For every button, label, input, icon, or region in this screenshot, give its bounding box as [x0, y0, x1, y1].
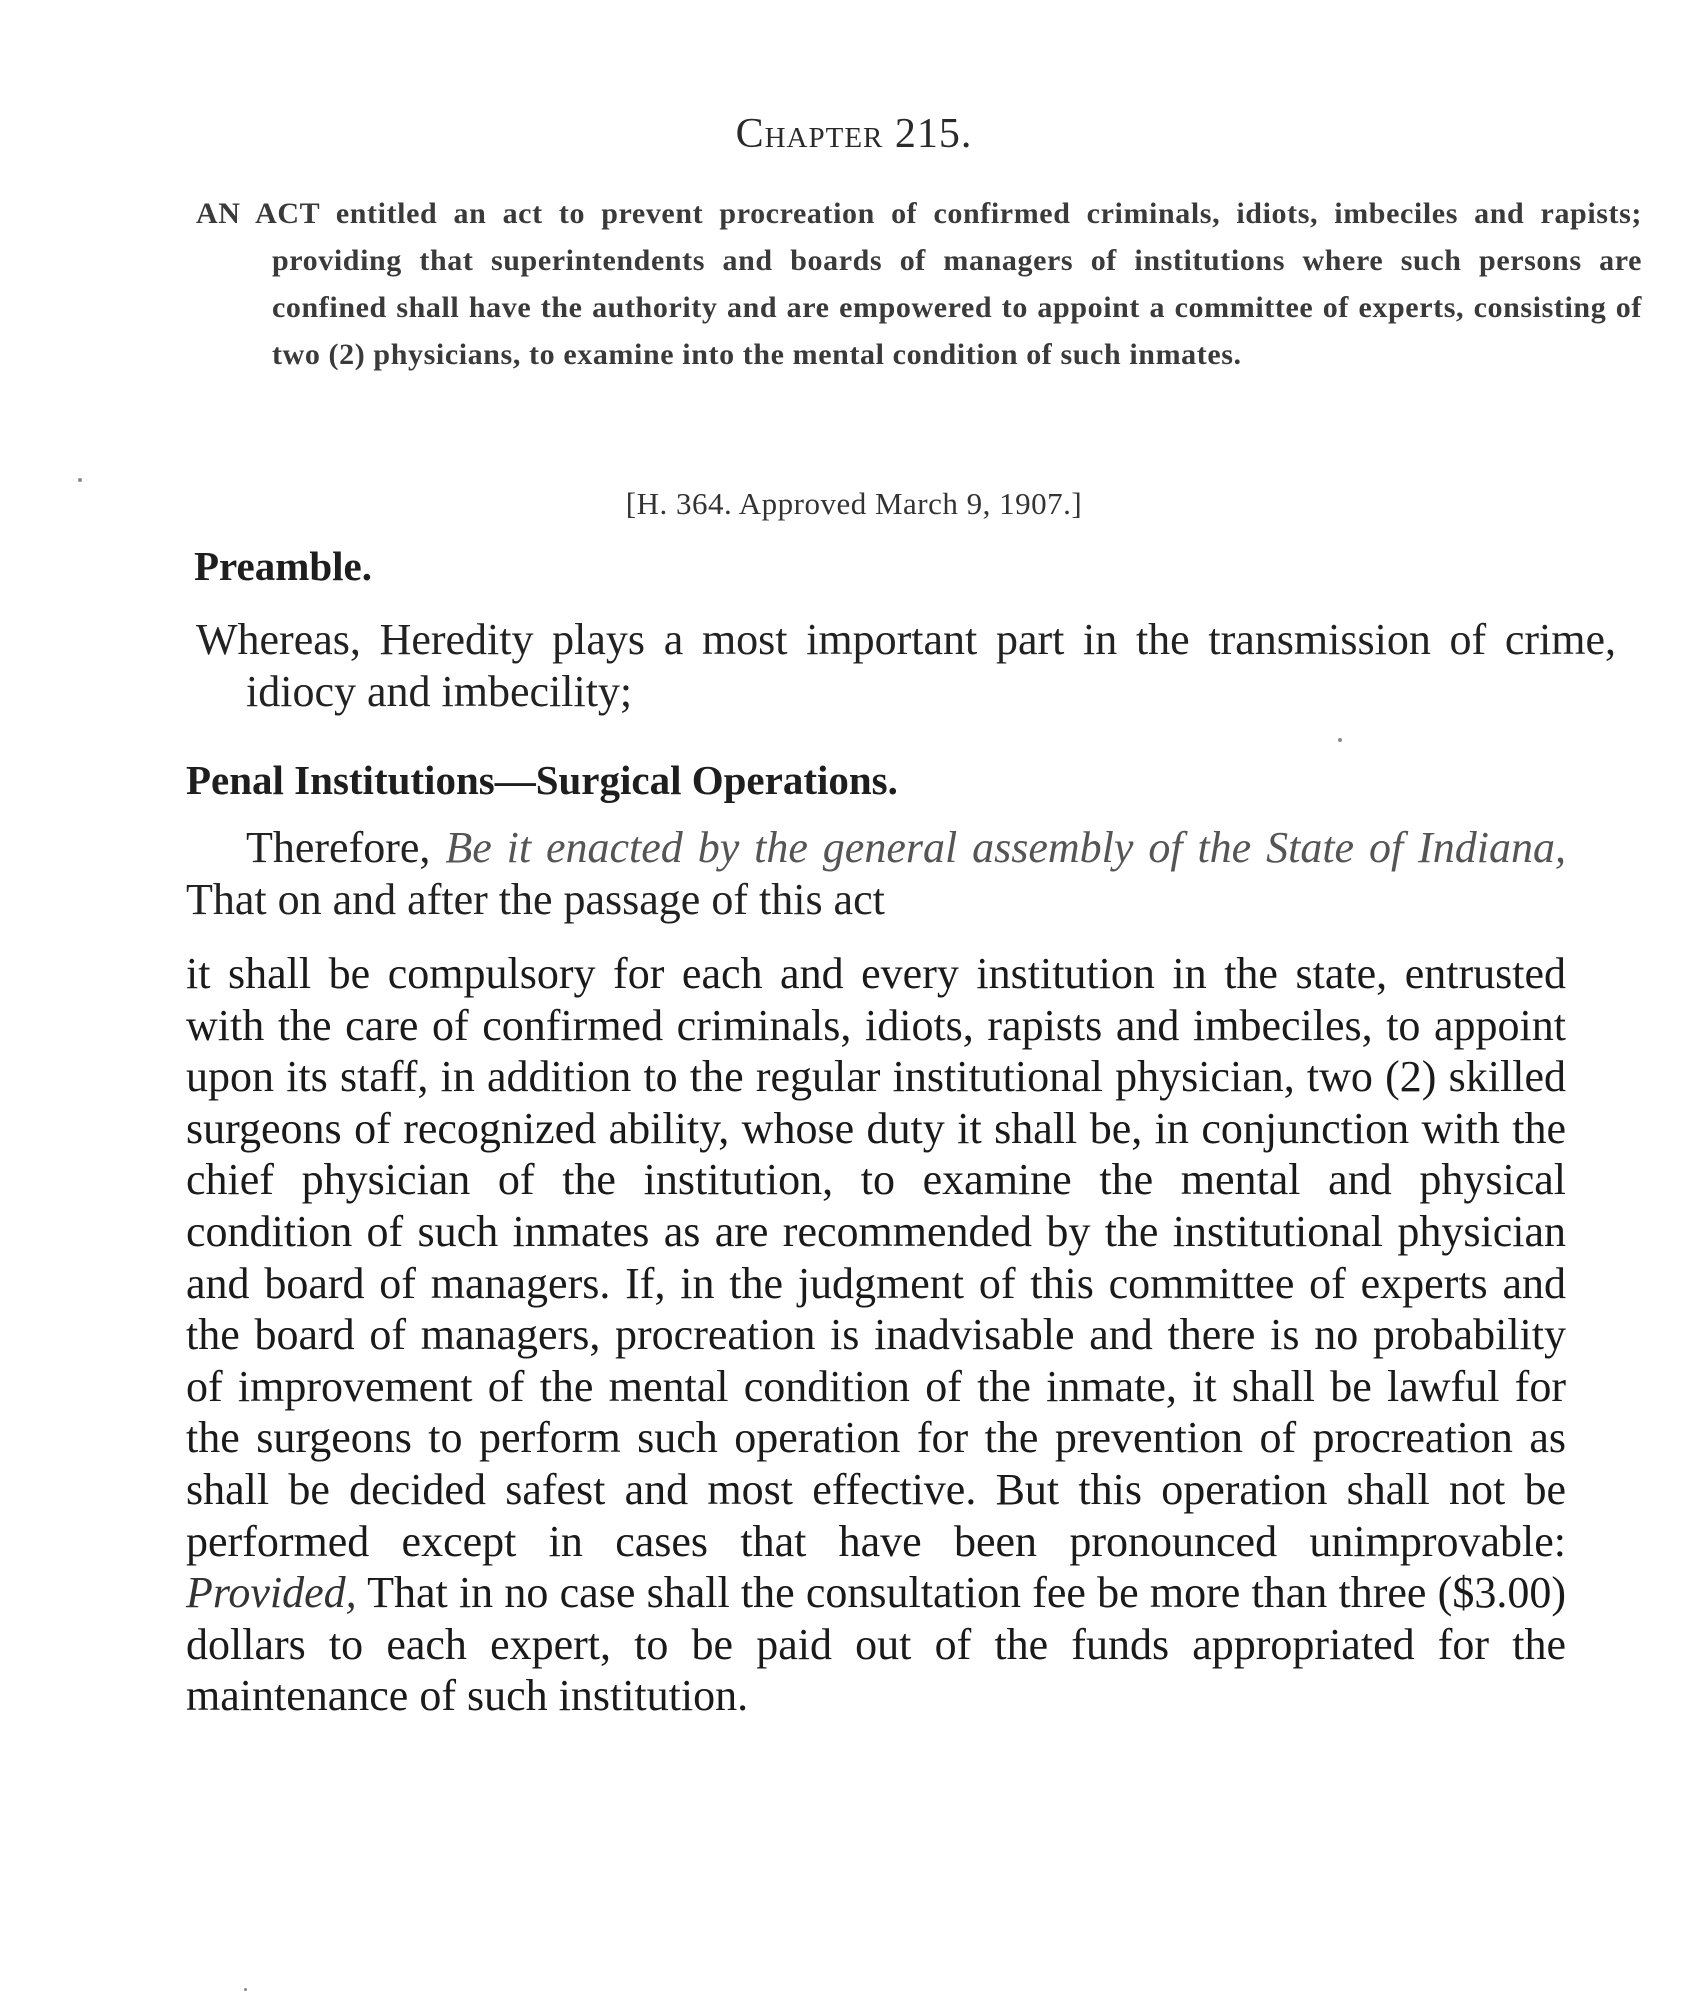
enact-rest: That on and after the passage of this act [186, 875, 885, 924]
scan-speck [78, 478, 82, 482]
scan-speck [1338, 738, 1342, 742]
section-heading: Penal Institutions—Surgical Operations. [186, 757, 898, 803]
section-body [186, 948, 1566, 1722]
proviso-italic: Provided, [186, 1568, 357, 1618]
enact-prefix: Therefore, [246, 823, 431, 872]
enacting-clause [186, 822, 1566, 926]
approval-note: [H. 364. Approved March 9, 1907.] [625, 486, 1083, 521]
proviso-rest: That in no case shall the consultation fee be more than three ($3.00) dollars to each expert, to be paid out of the funds appropriated for the maintenance of such institution. [186, 1568, 1566, 1721]
preamble-text: Whereas, Heredity plays a most important part in the transmission of crime, idiocy and imbecility; [196, 615, 1616, 716]
preamble-heading: Preamble. [194, 543, 372, 589]
chapter-number: 215. [894, 111, 973, 157]
act-summary: AN ACT entitled an act to prevent procreation of confirmed criminals, idiots, imbeciles and rapists; providing that superintendents and boards of managers of institutions where such persons are confined shall have the authority and are empowered to appoint a committee of experts, consisting of two (2) physicians, to examine into the mental condition of such inmates. [196, 197, 1642, 371]
chapter-word: Chapter [735, 111, 884, 157]
chapter-title [0, 110, 1708, 158]
body-main: it shall be compulsory for each and every institution in the state, entrusted with the care of confirmed criminals, idiots, rapists and imbeciles, to appoint upon its staff, in addition to the regular institutional physician, two (2) skilled surgeons of recognized ability, whose duty it shall be, in conjunction with the chief physician of the institution, to examine the mental and physical condition of such inmates as are recommended by the institutional physician and board of managers. If, in the judgment of this committee of experts and the board of managers, procreation is inadvisable and there is no probability of improvement of the mental condition of the inmate, it shall be lawful for the surgeons to perform such operation for the prevention of procreation as shall be decided safest and most effective. But this operation shall not be performed except in cases that have been pronounced unimprovable: [186, 949, 1566, 1566]
enact-italic: Be it enacted by the general assembly of the State of Indiana, [445, 823, 1566, 872]
scan-speck [244, 1988, 247, 1991]
